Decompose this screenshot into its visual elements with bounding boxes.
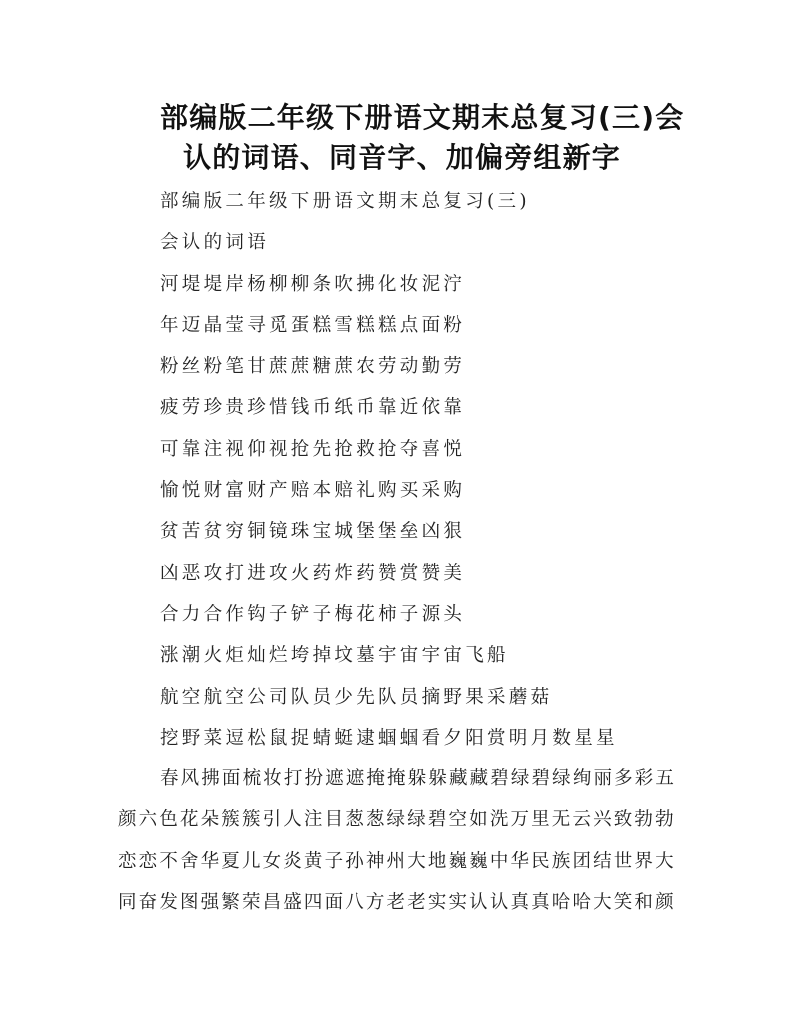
paragraph-line: 恋 恋 不 舍 华 夏 儿 女 炎 黄 子 孙 神 州 大 地 巍 巍 中 华 民 族 团 结 世 界 大 [118, 850, 674, 872]
word-line: 挖野菜逗松鼠捉蜻蜓逮蝈蝈看夕阳赏明月数星星 [160, 727, 618, 749]
paragraph-line: 春 风 拂 面 梳 妆 打 扮 遮 遮 掩 掩 躲 躲 藏 藏 碧 绿 碧 绿 绚 丽 多 彩 五 [160, 768, 674, 789]
word-line: 粉丝粉笔甘蔗蔗糖蔗农劳动勤劳 [160, 356, 466, 378]
idiom-paragraph [118, 758, 674, 923]
word-line: 合力合作钩子铲子梅花柿子源头 [160, 603, 466, 625]
word-line: 涨潮火炬灿烂垮掉坟墓宇宙宇宙飞船 [160, 645, 509, 667]
word-line: 航空航空公司队员少先队员摘野果采蘑菇 [160, 686, 553, 708]
word-line: 疲劳珍贵珍惜钱币纸币靠近依靠 [160, 397, 466, 419]
word-line: 河堤堤岸杨柳柳条吹拂化妆泥泞 [160, 273, 466, 295]
word-line: 贫苦贫穷铜镜珠宝城堡堡垒凶狠 [160, 521, 466, 543]
word-line: 愉悦财富财产赔本赔礼购买采购 [160, 480, 466, 502]
subtitle: 部编版二年级下册语文期末总复习(三) [160, 191, 530, 212]
word-line: 年迈晶莹寻觅蛋糕雪糕糕点面粉 [160, 314, 466, 336]
word-line: 凶恶攻打进攻火药炸药赞赏赞美 [160, 562, 466, 584]
title-line-1: 部编版二年级下册语文期末总复习(三)会 [160, 101, 685, 134]
word-list [160, 181, 618, 759]
title-line-2: 认的词语、同音字、加偏旁组新字 [183, 141, 622, 174]
document-title [160, 98, 685, 178]
word-line: 可靠注视仰视抢先抢救抢夺喜悦 [160, 438, 466, 460]
paragraph-line: 颜 六 色 花 朵 簇 簇 引 人 注 目 葱 葱 绿 绿 碧 空 如 洗 万 里 无 云 兴 致 勃 勃 [118, 809, 674, 831]
section-heading: 会认的词语 [160, 232, 270, 254]
paragraph-line: 同 奋 发 图 强 繁 荣 昌 盛 四 面 八 方 老 老 实 实 认 认 真 真 哈 哈 大 笑 和 颜 [118, 891, 674, 913]
